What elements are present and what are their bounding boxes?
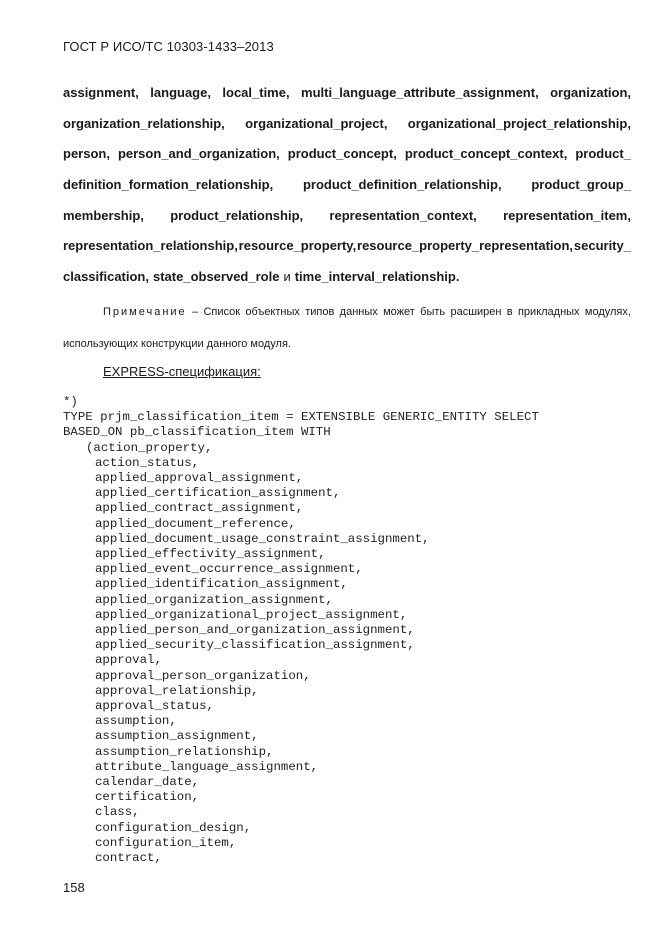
express-code-block — [63, 395, 539, 866]
entity-term: organization_relationship, — [63, 116, 225, 131]
code-line: applied_contract_assignment, — [95, 501, 304, 516]
entity-term: classification, — [63, 269, 149, 284]
code-line: applied_event_occurrence_assignment, — [95, 562, 363, 577]
note-word: Список — [203, 306, 241, 318]
page-number: 158 — [63, 880, 85, 895]
code-line: assumption_relationship, — [95, 744, 274, 759]
code-line: approval_person_organization, — [95, 668, 311, 683]
code-line: contract, — [95, 851, 162, 866]
entity-term: state_observed_role — [152, 269, 280, 284]
code-line: approval_status, — [95, 699, 214, 714]
code-line: applied_security_classification_assignment, — [95, 638, 415, 653]
entity-term: product_concept, — [287, 146, 397, 161]
code-line: BASED_ON pb_classification_item WITH — [63, 425, 331, 440]
entity-term: organization, — [550, 85, 631, 100]
entity-term: representation_item, — [503, 208, 631, 223]
entity-term: person, — [63, 146, 110, 161]
code-line: class, — [95, 805, 140, 820]
code-line: *) — [63, 395, 78, 409]
code-line: applied_document_usage_constraint_assignment, — [95, 531, 430, 546]
code-line: action_status, — [95, 455, 200, 470]
entity-term: assignment, — [63, 85, 139, 100]
entity-term: product_relationship, — [170, 208, 304, 223]
code-line: approval, — [95, 653, 162, 668]
note-word: – — [192, 306, 199, 318]
note-word: расширен — [450, 306, 502, 318]
code-line: calendar_date, — [95, 775, 200, 790]
code-line: approval_relationship, — [95, 683, 259, 698]
entity-term: person_and_organization, — [117, 146, 280, 161]
paragraph-line — [63, 269, 631, 284]
code-line: configuration_design, — [95, 820, 252, 835]
entity-term: representation_relationship, — [63, 238, 238, 253]
note-word: данных — [339, 306, 378, 318]
note-line — [103, 306, 631, 318]
code-line: certification, — [95, 790, 200, 805]
note-label: Примечание — [103, 306, 187, 318]
code-line: applied_approval_assignment, — [95, 471, 304, 486]
paragraph-line — [63, 146, 631, 161]
entity-term: representation_context, — [329, 208, 477, 223]
note-line: использующих конструкции данного модуля. — [63, 338, 291, 350]
entity-term: language, — [150, 85, 211, 100]
conjunction: и — [283, 269, 291, 284]
entity-term: multi_language_attribute_assignment, — [301, 85, 539, 100]
code-line: applied_document_reference, — [95, 516, 296, 531]
code-line: applied_effectivity_assignment, — [95, 547, 326, 562]
entity-term: resource_property, — [238, 238, 357, 253]
code-line: assumption_assignment, — [95, 729, 259, 744]
code-line: configuration_item, — [95, 835, 237, 850]
note-word: объектных — [245, 306, 300, 318]
entity-term: product_concept_context, — [404, 146, 568, 161]
note-word: прикладных — [517, 306, 580, 318]
entity-term: organizational_project, — [245, 116, 388, 131]
entity-term: resource_property_representation, — [357, 238, 574, 253]
express-heading: EXPRESS-спецификация: — [103, 364, 261, 379]
code-line: applied_organizational_project_assignment, — [95, 607, 408, 622]
entity-term: product_ — [575, 146, 631, 161]
code-line: applied_organization_assignment, — [95, 592, 333, 607]
entity-term: definition_formation_relationship, — [63, 177, 274, 192]
entity-term: membership, — [63, 208, 144, 223]
entity-term: product_group_ — [531, 177, 631, 192]
paragraph-line — [63, 85, 631, 100]
code-line: applied_identification_assignment, — [95, 577, 348, 592]
entity-term: product_definition_relationship, — [302, 177, 502, 192]
document-header: ГОСТ Р ИСО/ТС 10303-1433–2013 — [63, 39, 274, 54]
note-word: типов — [305, 306, 335, 318]
code-line: applied_certification_assignment, — [95, 486, 341, 501]
code-line: applied_person_and_organization_assignment, — [95, 623, 415, 638]
paragraph-line — [63, 116, 631, 131]
code-line: (action_property, — [86, 440, 213, 455]
paragraph-line — [63, 177, 631, 192]
code-line: TYPE prjm_classification_item = EXTENSIBLE GENERIC_ENTITY SELECT — [63, 410, 539, 425]
entity-term: security_ — [573, 238, 631, 253]
note-word: может — [383, 306, 415, 318]
code-line: assumption, — [95, 714, 177, 729]
paragraph-line — [63, 238, 631, 253]
code-line: attribute_language_assignment, — [95, 759, 319, 774]
note-word: быть — [420, 306, 446, 318]
entity-term: local_time, — [222, 85, 290, 100]
note-word: модулях, — [584, 306, 631, 318]
entity-term: organizational_project_relationship, — [407, 116, 631, 131]
paragraph-line — [63, 208, 631, 223]
note-word: в — [506, 306, 513, 318]
entity-term: time_interval_relationship. — [294, 269, 460, 284]
